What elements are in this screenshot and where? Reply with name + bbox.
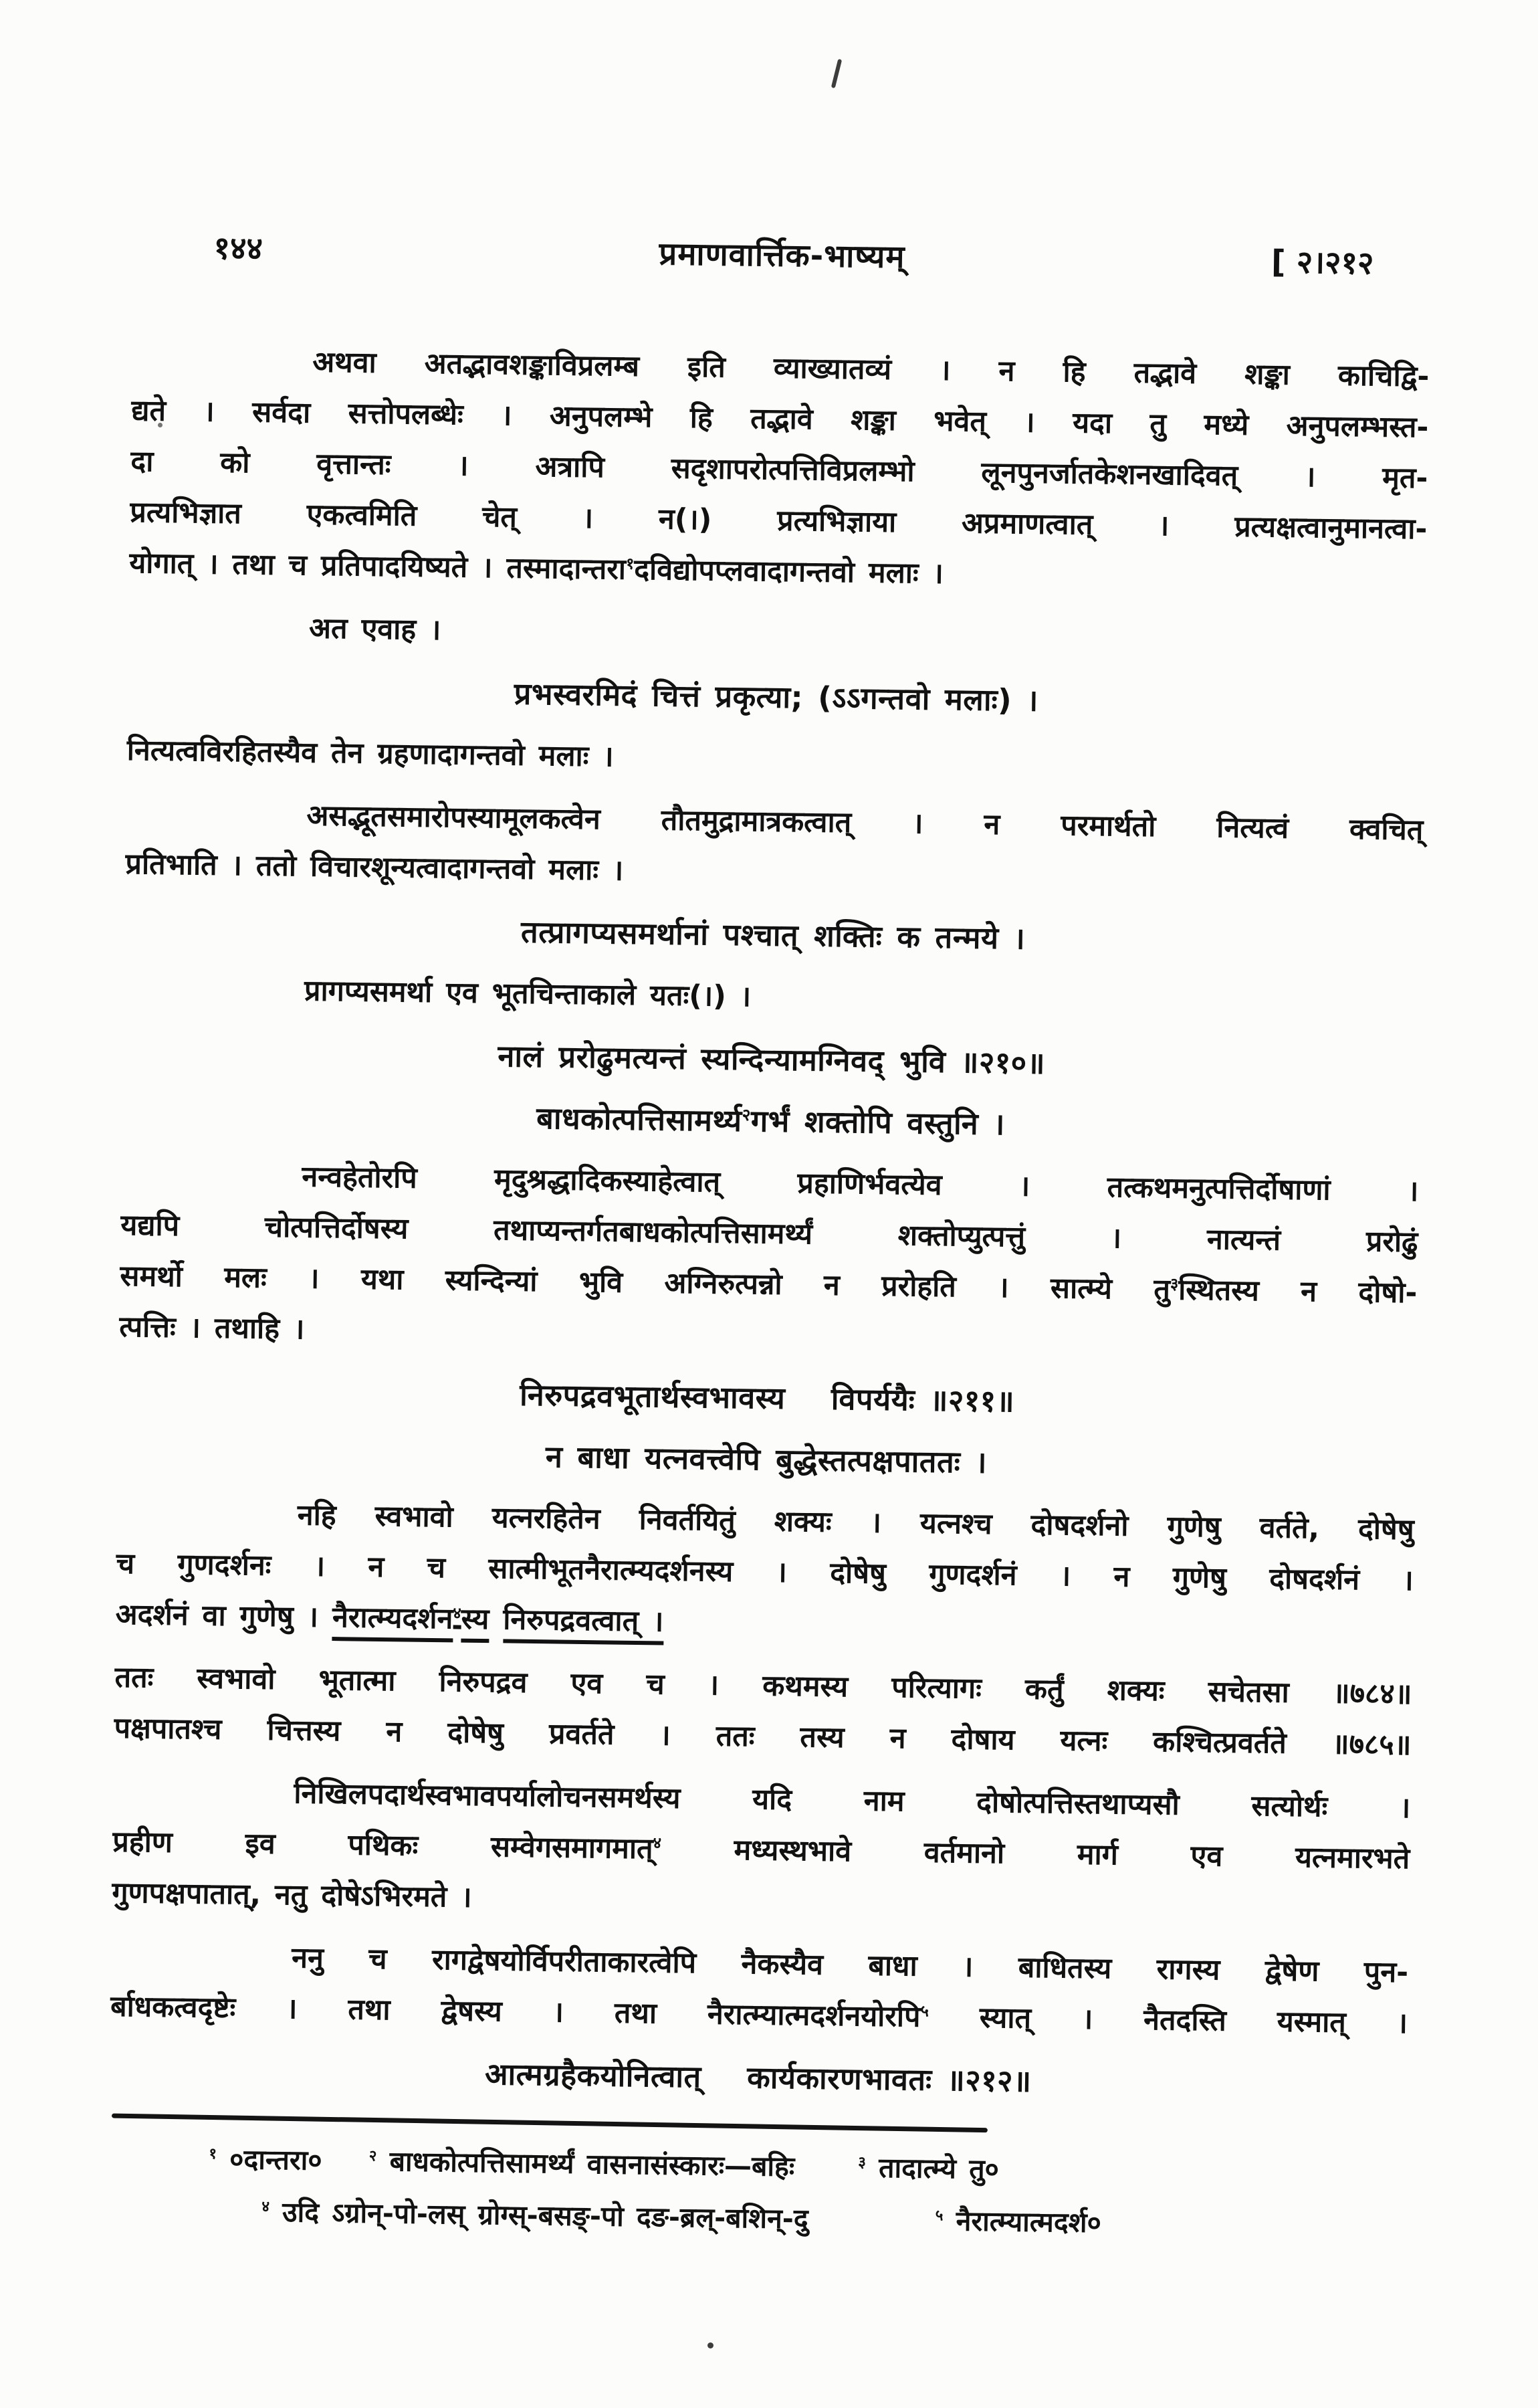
text-line: अथवा अतद्भावशङ्काविप्रलम्ब इति व्याख्यातव्यं । न हि तद्भावे शङ्का काचिद्वि- [312, 345, 1430, 394]
paragraph [128, 601, 1426, 668]
text-line: निखिलपदार्थस्वभावपर्यालोचनसमर्थस्य यदि नाम दोषोत्पत्तिस्तथाप्यसौ सत्योर्थः । [294, 1777, 1411, 1825]
text-line: दा को वृत्तान्तः । अत्रापि सदृशापरोत्पत्तिविप्रलम्भो लूनपुनर्जातकेशनखादिवत् । मृत- [130, 444, 1428, 496]
text-line: असद्भूतसमारोपस्यामूलकत्वेन तौतमुद्रामात्रकत्वात् । न परमार्थतो नित्यत्वं क्वचित् [306, 799, 1424, 847]
text-line: नित्यत्वविरहितस्यैव तेन ग्रहणादागन्तवो मलाः । [126, 733, 614, 774]
footnote: $^२$ बाधकोत्पत्तिसामर्थ्यं वासनासंस्कारः—बहिः [368, 2145, 795, 2183]
paragraph [115, 1488, 1414, 1657]
footnote: $^४$ उदि ऽग्रोन्-पो-लस् ग्रोग्स्-बसङ्-पो दङ-ब्रल्-बशिन्-दु [261, 2195, 808, 2235]
text-line: त्पत्तिः । तथाहि । [119, 1310, 305, 1346]
verse [118, 1426, 1416, 1494]
scan-speckle [831, 59, 842, 88]
scan-speckle [707, 2342, 713, 2348]
verse-line: निरुपद्रवभूतार्थस्वभावस्य विपर्ययैः ॥२११॥ [519, 1377, 1015, 1419]
verse [122, 1026, 1420, 1094]
text-line: यद्यपि चोत्पत्तिर्दोषस्य तथाप्यन्तर्गतबाधकोत्पत्तिसामर्थ्यं शक्तोप्युत्पत्तुं । नात्यन्तं प्ररोढुं [120, 1208, 1418, 1260]
text-line: समर्थो मलः । यथा स्यन्दिन्यां भुवि अग्निरुत्पन्नो न प्ररोहति । सात्म्ये तु$^३$स्थितस्य न दोषो- [120, 1259, 1418, 1310]
paragraph [125, 788, 1424, 906]
footnote: $^१$ ०दान्तरा० [209, 2142, 322, 2177]
text-line: प्रत्यभिज्ञात एकत्वमिति चेत् । न(।) प्रत्यभिज्ञाया अप्रमाणत्वात् । प्रत्यक्षत्वानुमानत्वा- [130, 495, 1428, 546]
paragraph [124, 963, 1422, 1031]
text-line: प्रतिभाति । ततो विचारशून्यत्वादागन्तवो मलाः । [125, 847, 624, 888]
verse-line: न बाधा यत्नवत्त्वेपि बुद्धेस्तत्पक्षपाततः । [545, 1439, 988, 1480]
running-title: प्रमाणवार्त्तिक-भाष्यम् [659, 235, 905, 276]
paragraph [129, 334, 1430, 605]
text-line: नन्वहेतोरपि मृदुश्रद्धादिकस्याहेत्वात् प्रहाणिर्भवत्येव । तत्कथमनुत्पत्तिर्दोषाणां । [302, 1160, 1419, 1209]
text-line: प्रहीण इव पथिकः सम्वेगसमागमात्$^४$ मध्यस्थभावे वर्तमानो मार्ग एव यत्नमारभते [112, 1825, 1410, 1876]
page-number: १४४ [213, 229, 263, 268]
paragraph [112, 1766, 1411, 1935]
footnote: $^५$ नैरात्म्यात्मदर्श० [935, 2205, 1102, 2239]
footnote: $^३$ तादात्म्ये तु० [858, 2151, 1000, 2186]
page-content [108, 227, 1431, 2253]
text-line: र्बाधकत्वदृष्टेः । तथा द्वेषस्य । तथा नैरात्म्यात्मदर्शनयोरपि$^५$ स्यात् । नैतदस्ति यस्मात् । [110, 1989, 1408, 2041]
quoted-karika [114, 1652, 1412, 1771]
verse-line: बाधकोत्पत्तिसामर्थ्य$^२$गर्भं शक्तोपि वस्तुनि । [536, 1100, 1006, 1142]
chapter-verse-ref: [ २।२१२ [1271, 243, 1374, 282]
text-line: प्रागप्यसमर्था एव भूतचिन्ताकाले यतः(।) । [304, 974, 752, 1014]
verse-line: प्रभस्वरमिदं चित्तं प्रकृत्या; (ऽऽगन्तवो मलाः) । [514, 676, 1039, 718]
verse [122, 1088, 1420, 1155]
footnote-separator [112, 2114, 988, 2133]
verse [118, 1365, 1416, 1432]
text-line: ननु च रागद्वेषयोर्विपरीताकारत्वेपि नैकस्यैव बाधा । बाधितस्य रागस्य द्वेषेण पुन- [291, 1941, 1409, 1990]
paragraph [126, 725, 1424, 793]
page-header [133, 227, 1431, 284]
text-line: अदर्शनं वा गुणेषु । नैरात्म्यदर्शन$^४$स्य निरुपद्रवत्वात् । [115, 1589, 1413, 1657]
verse-line: नालं प्ररोढुमत्यन्तं स्यन्दिन्यामग्निवद् भुवि ॥२१०॥ [498, 1038, 1046, 1081]
verse-line: पक्षपातश्च चित्तस्य न दोषेषु प्रवर्तते । ततः तस्य न दोषाय यत्नः कश्चित्प्रवर्तते ॥७८५॥ [114, 1711, 1412, 1763]
verse [109, 2044, 1407, 2112]
text-line: नहि स्वभावो यत्नरहितेन निवर्तयितुं शक्यः । यत्नश्च दोषदर्शनो गुणेषु वर्तते, दोषेषु [297, 1498, 1415, 1547]
verse-line: आत्मग्रहैकयोनित्वात् कार्यकारणभावतः ॥२१२॥ [484, 2056, 1032, 2099]
paragraph [110, 1930, 1409, 2049]
text-line: अत एवाह । [308, 611, 441, 647]
text-line: च गुणदर्शनः । न च सात्मीभूतनैरात्म्यदर्शनस्य । दोषेषु गुणदर्शनं । न गुणेषु दोषदर्शनं । [116, 1546, 1414, 1598]
verse-line: तत्प्रागप्यसमर्थानां पश्चात् शक्तिः क तन्मये । [520, 914, 1026, 957]
verse [124, 902, 1422, 969]
verse-line: ततः स्वभावो भूतात्मा निरुपद्रव एव च । कथमस्य परित्यागः कर्तुं शक्यः सचेतसा ॥७८४॥ [114, 1660, 1412, 1712]
verse [127, 664, 1425, 731]
paragraph [119, 1149, 1419, 1369]
text-line: योगात् । तथा च प्रतिपादयिष्यते । तस्मादान्तरा$^१$दविद्योपप्लवादागन्तवो मलाः । [129, 546, 944, 591]
text-line: द्यते । सर्वदा सत्तोपलब्धेः । अनुपलम्भे हि तद्भावे शङ्का भवेत् । यदा तु मध्ये अनुपलम्भस्त- [131, 393, 1429, 445]
text-line: गुणपक्षपातात्, नतु दोषेऽभिरमते । [112, 1876, 472, 1914]
